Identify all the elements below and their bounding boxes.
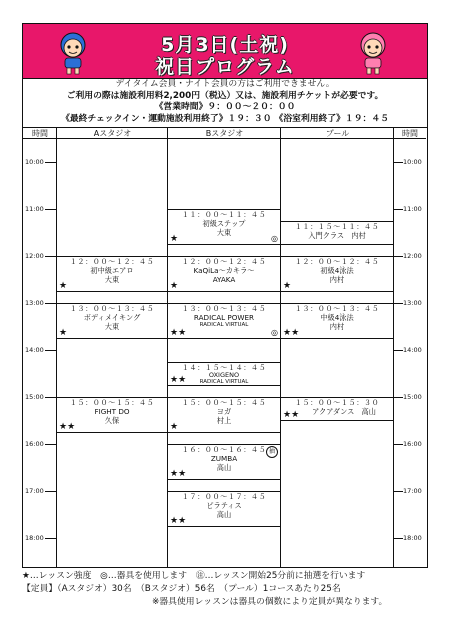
class-name: OXIGENO	[208, 371, 240, 379]
class-time: １３：００～１３：４５	[181, 304, 267, 313]
schedule-grid	[22, 127, 428, 568]
class-time: １２：００～１２：４５	[294, 257, 380, 266]
time-label: 11:00	[403, 205, 422, 213]
class-name-instructor	[281, 231, 393, 240]
class-time: １３：００～１３：４５	[294, 304, 380, 313]
class-block[interactable]	[281, 303, 393, 339]
class-time: １３：００～１３：４５	[69, 304, 155, 313]
time-label: 12:00	[25, 252, 44, 260]
capacity-line: 【定員】（Aスタジオ）30名 （Bスタジオ）56名 （プール）1コースあたり25名	[22, 584, 341, 594]
class-name: 初級ステップ	[202, 219, 246, 228]
time-label: 12:00	[403, 252, 422, 260]
class-instructor: 内村	[329, 322, 345, 331]
time-header-left: 時間	[23, 128, 57, 139]
time-label: 16:00	[403, 440, 422, 448]
intensity-stars: ★	[283, 281, 292, 291]
notice-last-checkin: 《最終チェックイン・運動施設利用終了》１９：３０ 《浴室利用終了》１９：４５	[61, 113, 389, 124]
hour-tick	[45, 444, 56, 445]
class-name: 中級4泳法	[320, 313, 354, 322]
class-block[interactable]	[281, 397, 393, 421]
equipment-mark-icon: ◎	[271, 234, 278, 243]
class-block[interactable]	[168, 397, 280, 433]
class-instructor: 久保	[104, 416, 120, 425]
class-time: １１：００～１１：４５	[181, 210, 267, 219]
hour-tick	[394, 397, 403, 398]
time-label: 17:00	[25, 487, 44, 495]
hour-tick	[394, 444, 403, 445]
hour-tick	[45, 491, 56, 492]
studio-b-header: Bスタジオ	[168, 128, 281, 139]
intensity-stars: ★	[170, 234, 179, 244]
class-time: １４：１５～１４：４５	[181, 363, 267, 372]
hour-tick	[45, 209, 56, 210]
divider	[56, 128, 57, 567]
class-name: FIGHT DO	[94, 407, 130, 416]
intensity-stars: ★	[170, 281, 179, 291]
pool-header: プール	[281, 128, 394, 139]
class-name: ZUMBA	[210, 454, 238, 463]
notice-line-1: デイタイム会員・ナイト会員の方はご利用できません。	[115, 79, 335, 89]
hour-tick	[394, 350, 403, 351]
time-header-right: 時間	[394, 128, 426, 139]
hour-tick	[394, 162, 403, 163]
time-label: 15:00	[403, 393, 422, 401]
intensity-stars: ★★	[170, 516, 187, 526]
page-title: 祝日プログラム	[155, 56, 295, 78]
class-name: 初中級エアロ	[90, 266, 134, 275]
page-title-date: 5月3日(土祝)	[161, 34, 289, 56]
intensity-stars: ★	[59, 281, 68, 291]
lottery-mark-icon: 抽	[266, 446, 278, 458]
class-time: １２：００～１２：４５	[181, 257, 267, 266]
class-subtitle: RADICAL VIRTUAL	[199, 379, 249, 385]
time-label: 16:00	[25, 440, 44, 448]
class-time: １５：００～１５：４５	[181, 398, 267, 407]
class-block[interactable]	[281, 221, 393, 245]
class-name: KaQiLa～カキラ～	[193, 266, 255, 275]
class-block[interactable]	[168, 209, 280, 245]
class-name: アクアダンス 高山	[312, 407, 376, 416]
class-time: １２：００～１２：４５	[69, 257, 155, 266]
class-name: ボディメイキング	[83, 313, 141, 322]
divider	[393, 128, 394, 567]
class-instructor: AYAKA	[212, 275, 236, 284]
class-instructor: 村上	[216, 416, 232, 425]
title-banner	[22, 23, 428, 79]
intensity-stars: ★★	[59, 422, 76, 432]
class-name: 入門クラス	[308, 231, 345, 240]
hour-tick	[45, 350, 56, 351]
class-time: １５：００～１５：３０	[294, 398, 380, 407]
divider	[280, 128, 281, 567]
girl-mascot-icon	[353, 30, 393, 76]
hour-tick	[45, 303, 56, 304]
class-block[interactable]	[168, 362, 280, 386]
time-label: 18:00	[403, 534, 422, 542]
class-instructor: 大東	[104, 275, 120, 284]
class-instructor: 高山	[216, 463, 232, 472]
equipment-mark-icon: ◎	[271, 328, 278, 337]
intensity-stars: ★★	[170, 375, 187, 385]
time-label: 18:00	[25, 534, 44, 542]
time-label: 14:00	[25, 346, 44, 354]
intensity-stars: ★★	[170, 328, 187, 338]
time-label: 10:00	[403, 158, 422, 166]
class-block[interactable]	[168, 303, 280, 339]
time-label: 13:00	[403, 299, 422, 307]
hour-tick	[394, 303, 403, 304]
class-time: １５：００～１５：４５	[69, 398, 155, 407]
intensity-stars: ★★	[170, 469, 187, 479]
time-label: 17:00	[403, 487, 422, 495]
class-instructor: 内村	[351, 231, 366, 240]
usage-notice	[22, 79, 428, 127]
hour-tick	[45, 397, 56, 398]
class-block[interactable]	[57, 303, 167, 339]
intensity-stars: ★★	[283, 410, 300, 420]
hour-tick	[394, 491, 403, 492]
time-label: 10:00	[25, 158, 44, 166]
class-time: １６：００～１６：４５	[181, 445, 267, 454]
hour-tick	[394, 538, 403, 539]
class-block[interactable]	[57, 397, 167, 433]
intensity-stars: ★★	[283, 328, 300, 338]
class-name: ピラティス	[206, 501, 242, 510]
class-block[interactable]	[168, 491, 280, 527]
time-label: 14:00	[403, 346, 422, 354]
class-time: １７：００～１７：４５	[181, 492, 267, 501]
hour-tick	[394, 256, 403, 257]
class-block[interactable]	[57, 256, 167, 292]
class-block[interactable]	[168, 444, 280, 480]
class-instructor: 大東	[104, 322, 120, 331]
intensity-stars: ★	[170, 422, 179, 432]
class-block[interactable]	[168, 256, 280, 292]
notice-hours: 《営業時間》９：００～２０：００	[154, 102, 296, 112]
hour-tick	[394, 209, 403, 210]
class-instructor: 高山	[216, 510, 232, 519]
capacity-note: ※器具使用レッスンは器具の個数により定員が異なります。	[152, 597, 388, 607]
class-subtitle: RADICAL VIRTUAL	[199, 322, 249, 328]
class-time: １１：１５～１１：４５	[294, 222, 380, 231]
hour-tick	[45, 538, 56, 539]
time-label: 15:00	[25, 393, 44, 401]
hour-tick	[45, 256, 56, 257]
class-block[interactable]	[281, 256, 393, 292]
time-label: 11:00	[25, 205, 44, 213]
hour-tick	[45, 162, 56, 163]
studio-a-header: Aスタジオ	[57, 128, 168, 139]
intensity-stars: ★	[59, 328, 68, 338]
class-instructor: 内村	[329, 275, 345, 284]
legend-line: ★…レッスン強度 ◎…器具を使用します ㊟…レッスン開始25分前に抽選を行います	[22, 571, 366, 581]
class-name: ヨガ	[216, 407, 232, 416]
class-name: 初級4泳法	[320, 266, 354, 275]
class-name: RADICAL POWER	[193, 313, 255, 322]
legend-footer	[22, 570, 428, 609]
class-instructor: 大東	[216, 228, 232, 237]
time-label: 13:00	[25, 299, 44, 307]
notice-line-2: ご利用の際は施設利用料2,200円（税込）又は、施設利用チケットが必要です。	[66, 90, 384, 101]
